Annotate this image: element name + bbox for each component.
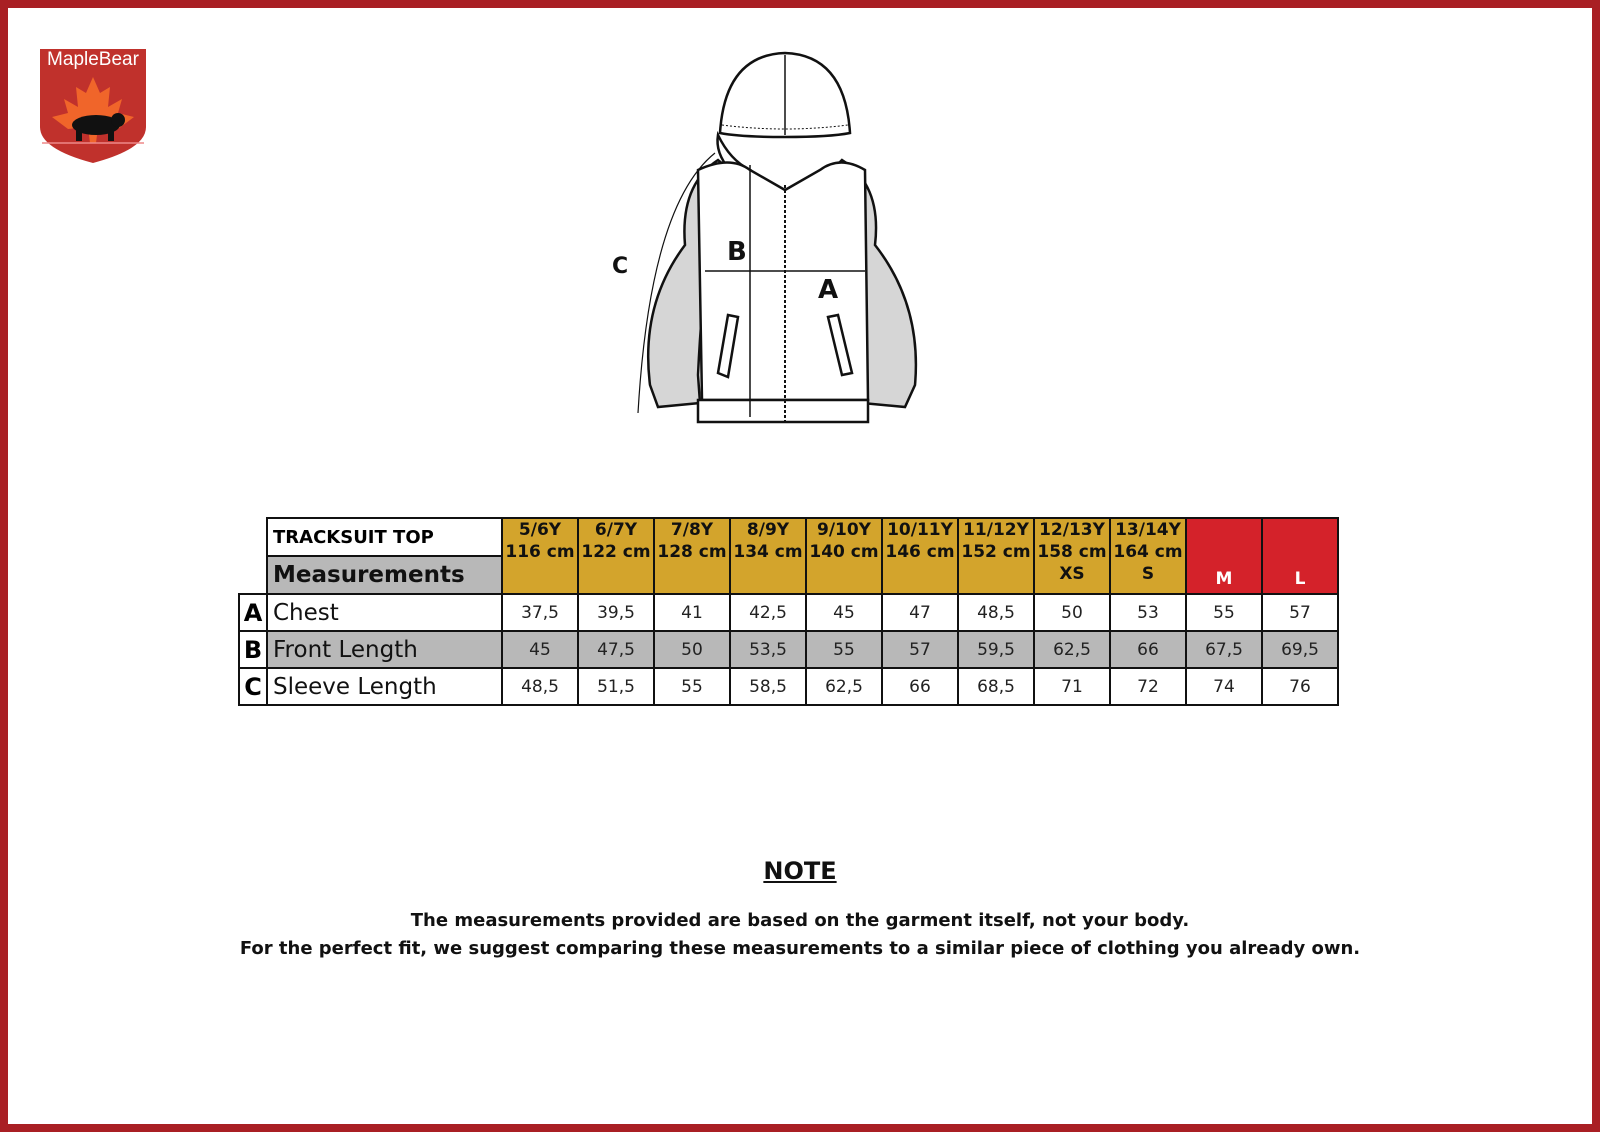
corner-blank (239, 556, 267, 594)
size-header (1034, 518, 1110, 594)
value-cell: 42,5 (730, 594, 806, 631)
label-b: B (727, 237, 747, 267)
value-cell: 55 (1186, 594, 1262, 631)
size-alt: L (1294, 569, 1306, 589)
value-cell: 66 (1110, 631, 1186, 668)
value-cell: 50 (1034, 594, 1110, 631)
note-heading: NOTE (763, 857, 837, 885)
size-header (1262, 518, 1338, 594)
value-cell: 53,5 (730, 631, 806, 668)
size-height: 164 cm (1113, 542, 1183, 562)
size-height: 128 cm (657, 542, 727, 562)
size-height: 152 cm (961, 542, 1031, 562)
value-cell: 57 (882, 631, 958, 668)
value-cell: 41 (654, 594, 730, 631)
value-cell: 72 (1110, 668, 1186, 705)
label-c: C (612, 254, 629, 279)
hoodie-diagram (610, 45, 950, 440)
size-size: 12/13Y (1039, 520, 1105, 540)
row-label: Chest (267, 594, 502, 631)
size-size: 10/11Y (887, 520, 953, 540)
size-alt: M (1215, 569, 1233, 589)
value-cell: 55 (654, 668, 730, 705)
size-size: 8/9Y (746, 520, 790, 540)
maplebear-logo (38, 47, 148, 165)
value-cell: 66 (882, 668, 958, 705)
size-header (882, 518, 958, 594)
row-label: Front Length (267, 631, 502, 668)
note-line-1: The measurements provided are based on the garment itself, not your body. (410, 910, 1190, 931)
value-cell: 48,5 (958, 594, 1034, 631)
value-cell: 59,5 (958, 631, 1034, 668)
header-row (239, 518, 1338, 556)
label-a: A (818, 275, 839, 305)
size-header (578, 518, 654, 594)
corner-blank (239, 518, 267, 556)
value-cell: 62,5 (806, 668, 882, 705)
row-letter: A (239, 594, 267, 631)
value-cell: 76 (1262, 668, 1338, 705)
value-cell: 50 (654, 631, 730, 668)
note-line-2: For the perfect fit, we suggest comparing these measurements to a similar piece of clothing you already own. (239, 938, 1361, 959)
value-cell: 62,5 (1034, 631, 1110, 668)
size-height: 122 cm (581, 542, 651, 562)
value-cell: 55 (806, 631, 882, 668)
value-cell: 48,5 (502, 668, 578, 705)
size-alt: XS (1059, 564, 1085, 584)
value-cell: 45 (806, 594, 882, 631)
value-cell: 39,5 (578, 594, 654, 631)
size-height: 140 cm (809, 542, 879, 562)
value-cell: 74 (1186, 668, 1262, 705)
measurements-heading: Measurements (267, 556, 502, 594)
size-height: 158 cm (1037, 542, 1107, 562)
row-label: Sleeve Length (267, 668, 502, 705)
table-row (239, 594, 1338, 631)
size-size: 13/14Y (1115, 520, 1181, 540)
value-cell: 51,5 (578, 668, 654, 705)
value-cell: 68,5 (958, 668, 1034, 705)
value-cell: 58,5 (730, 668, 806, 705)
value-cell: 53 (1110, 594, 1186, 631)
value-cell: 37,5 (502, 594, 578, 631)
row-letter: C (239, 668, 267, 705)
size-height: 134 cm (733, 542, 803, 562)
value-cell: 67,5 (1186, 631, 1262, 668)
size-header (1110, 518, 1186, 594)
table-row (239, 668, 1338, 705)
row-letter: B (239, 631, 267, 668)
size-header (502, 518, 578, 594)
size-header (730, 518, 806, 594)
size-chart-table (238, 517, 1339, 706)
size-size: 6/7Y (594, 520, 638, 540)
size-height: 146 cm (885, 542, 955, 562)
size-size: 5/6Y (518, 520, 562, 540)
size-header (806, 518, 882, 594)
value-cell: 47,5 (578, 631, 654, 668)
value-cell: 57 (1262, 594, 1338, 631)
size-size: 11/12Y (963, 520, 1029, 540)
size-size: 7/8Y (670, 520, 714, 540)
value-cell: 45 (502, 631, 578, 668)
size-header (654, 518, 730, 594)
value-cell: 69,5 (1262, 631, 1338, 668)
logo-text: MapleBear (47, 49, 139, 70)
table-row (239, 631, 1338, 668)
value-cell: 47 (882, 594, 958, 631)
size-alt: S (1141, 564, 1155, 584)
size-size: 9/10Y (816, 520, 871, 540)
size-header (958, 518, 1034, 594)
size-height: 116 cm (505, 542, 575, 562)
value-cell: 71 (1034, 668, 1110, 705)
table-title: TRACKSUIT TOP (267, 518, 502, 556)
size-header (1186, 518, 1262, 594)
